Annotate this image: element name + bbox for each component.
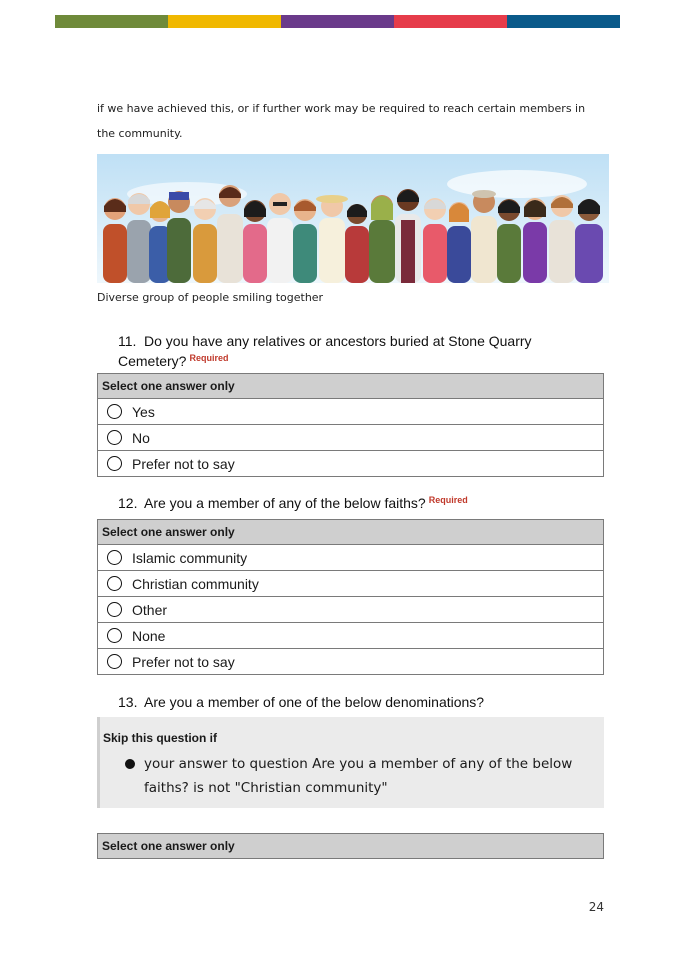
stripe-segment <box>394 15 507 28</box>
option-label: None <box>132 627 166 644</box>
question-11-title <box>118 333 538 370</box>
answer-option[interactable] <box>98 649 603 674</box>
radio-button[interactable] <box>107 430 122 445</box>
select-instruction: Select one answer only <box>98 520 603 545</box>
select-instruction: Select one answer only <box>98 374 603 399</box>
answer-option[interactable] <box>98 571 603 597</box>
stripe-segment <box>168 15 281 28</box>
answer-option[interactable] <box>98 545 603 571</box>
people-illustration <box>97 154 609 283</box>
option-label: No <box>132 429 150 446</box>
question-13-title <box>118 694 484 710</box>
option-label: Prefer not to say <box>132 653 235 670</box>
bullet-icon <box>125 759 135 769</box>
stripe-segment <box>281 15 394 28</box>
radio-button[interactable] <box>107 550 122 565</box>
header-color-stripe <box>55 15 620 28</box>
option-label: Other <box>132 601 168 618</box>
required-badge: Required <box>428 495 468 505</box>
radio-button[interactable] <box>107 654 122 669</box>
stripe-segment <box>507 15 620 28</box>
required-badge: Required <box>189 353 229 363</box>
radio-button[interactable] <box>107 576 122 591</box>
question-12-title <box>118 495 468 511</box>
answer-option[interactable] <box>98 597 603 623</box>
answer-option[interactable] <box>98 399 603 425</box>
radio-button[interactable] <box>107 404 122 419</box>
intro-paragraph: if we have achieved this, or if further work may be required to reach certain members in the community. <box>97 102 586 140</box>
question-12-options <box>97 519 604 675</box>
question-text: Do you have any relatives or ancestors buried at Stone Quarry Cemetery? <box>118 333 532 369</box>
stripe-segment <box>55 15 168 28</box>
skip-title: Skip this question if <box>103 731 218 745</box>
option-label: Prefer not to say <box>132 455 235 472</box>
question-number: 13. <box>118 694 138 710</box>
question-13-options <box>97 833 604 859</box>
question-number: 11. <box>118 333 137 349</box>
answer-option[interactable] <box>98 451 603 476</box>
radio-button[interactable] <box>107 602 122 617</box>
select-instruction: Select one answer only <box>98 834 603 858</box>
skip-logic-box <box>97 717 604 808</box>
skip-condition: your answer to question Are you a member of any of the below faiths? is not "Christian community" <box>144 756 573 796</box>
page-number: 24 <box>588 900 604 914</box>
question-text: Are you a member of any of the below faiths? <box>144 495 426 511</box>
question-11-options <box>97 373 604 477</box>
radio-button[interactable] <box>107 456 122 471</box>
radio-button[interactable] <box>107 628 122 643</box>
image-caption: Diverse group of people smiling together <box>97 291 324 304</box>
answer-option[interactable] <box>98 623 603 649</box>
option-label: Yes <box>132 403 155 420</box>
option-label: Islamic community <box>132 549 248 566</box>
answer-option[interactable] <box>98 425 603 451</box>
question-text: Are you a member of one of the below denominations? <box>144 694 485 710</box>
question-number: 12. <box>118 495 138 511</box>
option-label: Christian community <box>132 575 259 592</box>
